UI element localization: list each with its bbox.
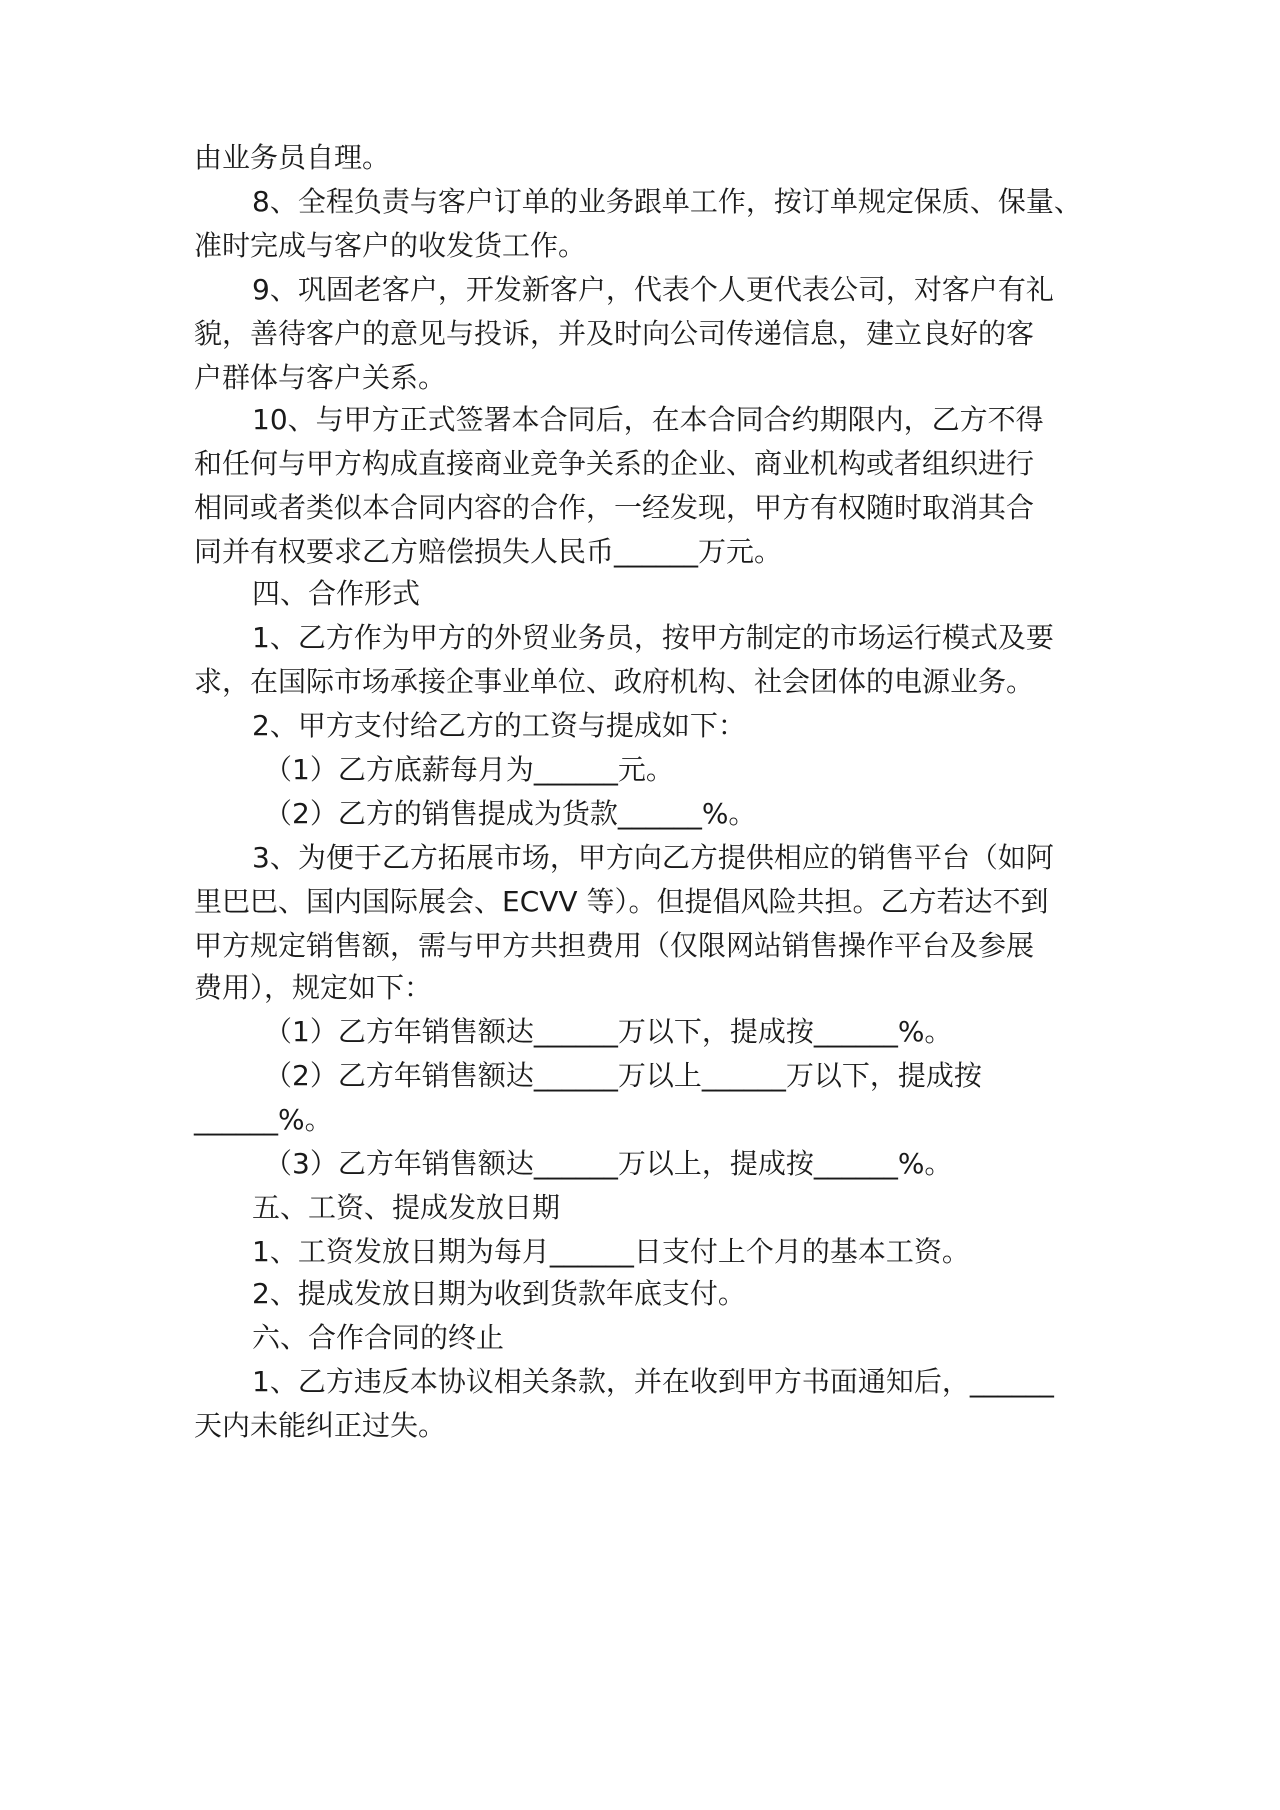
- section-heading: 四、合作形式: [252, 577, 421, 610]
- text-line: 10、与甲方正式签署本合同后，在本合同合约期限内，乙方不得: [252, 403, 1044, 436]
- text-line: （1）乙方底薪每月为______元。: [264, 753, 674, 786]
- text-line: 求，在国际市场承接企事业单位、政府机构、社会团体的电源业务。: [194, 665, 1035, 698]
- text-line: （2）乙方的销售提成为货款______%。: [264, 797, 757, 830]
- section-heading: 六、合作合同的终止: [252, 1321, 505, 1354]
- text-line: 费用），规定如下：: [194, 971, 433, 1004]
- text-line: 2、提成发放日期为收到货款年底支付。: [252, 1277, 746, 1310]
- text-line: ______%。: [194, 1103, 333, 1136]
- text-line: 3、为便于乙方拓展市场，甲方向乙方提供相应的销售平台（如阿: [252, 841, 1054, 874]
- text-line: 准时完成与客户的收发货工作。: [194, 229, 587, 262]
- text-line: 天内未能纠正过失。: [194, 1409, 447, 1442]
- text-line: 9、巩固老客户，开发新客户，代表个人更代表公司，对客户有礼: [252, 273, 1054, 306]
- text-line: 1、乙方作为甲方的外贸业务员，按甲方制定的市场运行模式及要: [252, 621, 1054, 654]
- text-line: 1、乙方违反本协议相关条款，并在收到甲方书面通知后，______: [252, 1365, 1054, 1398]
- text-line: （2）乙方年销售额达______万以上______万以下，提成按: [264, 1059, 982, 1092]
- text-line: （1）乙方年销售额达______万以下，提成按______%。: [264, 1015, 953, 1048]
- text-line: 1、工资发放日期为每月______日支付上个月的基本工资。: [252, 1235, 970, 1268]
- text-line: 户群体与客户关系。: [194, 361, 447, 394]
- text-line: 貌，善待客户的意见与投诉，并及时向公司传递信息，建立良好的客: [194, 317, 1035, 350]
- text-line: 2、甲方支付给乙方的工资与提成如下：: [252, 709, 746, 742]
- text-line: 和任何与甲方构成直接商业竞争关系的企业、商业机构或者组织进行: [194, 447, 1035, 480]
- text-line: 同并有权要求乙方赔偿损失人民币______万元。: [194, 535, 783, 568]
- text-line: 里巴巴、国内国际展会、ECVV 等）。但提倡风险共担。乙方若达不到: [194, 885, 1049, 918]
- text-line: 8、全程负责与客户订单的业务跟单工作，按订单规定保质、保量、: [252, 185, 1082, 218]
- text-line: 甲方规定销售额，需与甲方共担费用（仅限网站销售操作平台及参展: [194, 929, 1035, 962]
- section-heading: 五、工资、提成发放日期: [252, 1191, 561, 1224]
- text-line: 由业务员自理。: [194, 141, 391, 174]
- text-line: （3）乙方年销售额达______万以上，提成按______%。: [264, 1147, 953, 1180]
- text-line: 相同或者类似本合同内容的合作，一经发现，甲方有权随时取消其合: [194, 491, 1035, 524]
